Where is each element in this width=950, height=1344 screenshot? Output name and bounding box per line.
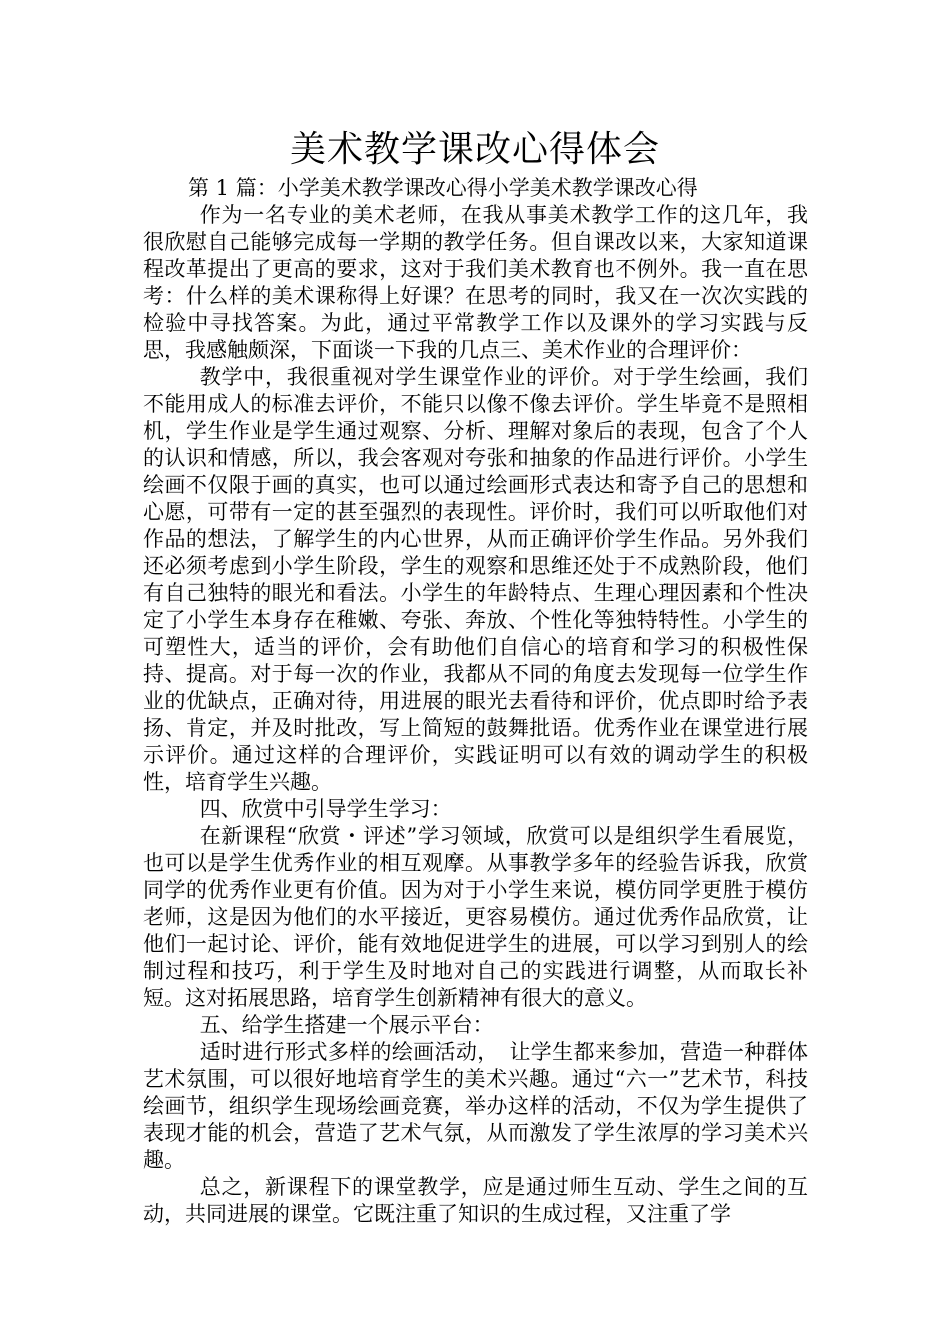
paragraph-showcase: 适时进行形式多样的绘画活动， 让学生都来参加，营造一种群体艺术氛围，可以很好地培育学生的美术兴趣。通过“六一”艺术节，科技绘画节，组织学生现场绘画竞赛，举办这样的活动，不仅为学生提供了表现才能的机会，营造了艺术气氛，从而激发了学生浓厚的学习美术兴趣。 [143, 1040, 808, 1172]
heading-section-four: 四、欣赏中引导学生学习： [199, 797, 452, 821]
document-body [143, 202, 808, 1228]
paragraph-intro: 作为一名专业的美术老师，在我从事美术教学工作的这几年，我很欣慰自己能够完成每一学期的教学任务。但自课改以来，大家知道课程改革提出了更高的要求，这对于我们美术教育也不例外。我一直在思考：什么样的美术课称得上好课？在思考的同时，我又在一次次实践的检验中寻找答案。为此，通过平常教学工作以及课外的学习实践与反思，我感触颇深，下面谈一下我的几点三、美术作业的合理评价： [143, 203, 808, 362]
paragraph-conclusion: 总之，新课程下的课堂教学，应是通过师生互动、学生之间的互动，共同进展的课堂。它既注重了知识的生成过程，又注重了学 [143, 1175, 808, 1226]
paragraph-appreciation: 在新课程“欣赏・评述”学习领域，欣赏可以是组织学生看展览，也可以是学生优秀作业的相互观摩。从事教学多年的经验告诉我，欣赏同学的优秀作业更有价值。因为对于小学生来说，模仿同学更胜于模仿老师，这是因为他们的水平接近，更容易模仿。通过优秀作品欣赏，让他们一起讨论、评价，能有效地促进学生的进展，可以学习到别人的绘制过程和技巧，利于学生及时地对自己的实践进行调整，从而取长补短。这对拓展思路，培育学生创新精神有很大的意义。 [143, 824, 808, 1010]
document-title: 美术教学课改心得体会 [289, 129, 660, 170]
document-subtitle: 第 1 篇：小学美术教学课改心得小学美术教学课改心得 [188, 176, 698, 200]
paragraph-evaluation: 教学中，我很重视对学生课堂作业的评价。对于学生绘画，我们不能用成人的标准去评价，不能只以像不像去评价。学生毕竟不是照相机，学生作业是学生通过观察、分析、理解对象后的表现，包含了个人的认识和情感，所以，我会客观对夸张和抽象的作品进行评价。小学生绘画不仅限于画的真实，也可以通过绘画形式表达和寄予自己的思想和心愿，可带有一定的甚至强烈的表现性。评价时，我们可以听取他们对作品的想法，了解学生的内心世界，从而正确评价学生作品。另外我们还必须考虑到小学生阶段，学生的观察和思维还处于不成熟阶段，他们有自己独特的眼光和看法。小学生的年龄特点、生理心理因素和个性决定了小学生本身存在稚嫩、夸张、奔放、个性化等独特特性。小学生的可塑性大，适当的评价，会有助他们自信心的培育和学习的积极性保持、提高。对于每一次的作业，我都从不同的角度去发现每一位学生作业的优缺点，正确对待，用进展的眼光去看待和评价，优点即时给予表扬、肯定，并及时批改，写上简短的鼓舞批语。优秀作业在课堂进行展示评价。通过这样的合理评价，实践证明可以有效的调动学生的积极性，培育学生兴趣。 [143, 365, 808, 794]
heading-section-five: 五、给学生搭建一个展示平台： [199, 1013, 494, 1037]
